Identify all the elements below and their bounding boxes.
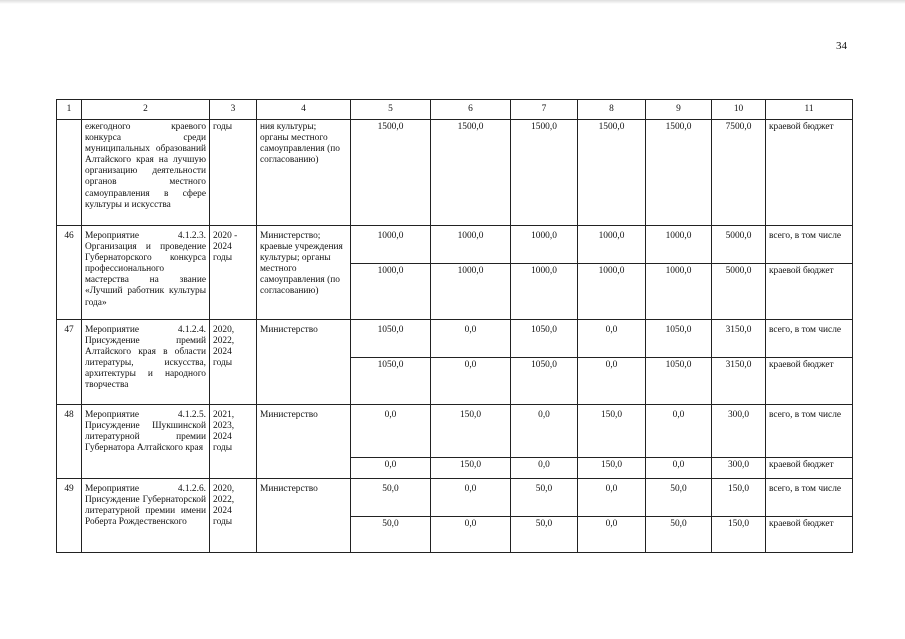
value-cell: 50,0 bbox=[511, 479, 578, 517]
value-cell: 0,0 bbox=[431, 320, 511, 358]
value-cell: 1050,0 bbox=[511, 358, 578, 405]
event-name: ежегодного краевого конкурса среди муниципальных образований Алтайского края на лучшую организацию деятельности органов местного самоуправления в сфере культуры и искусства bbox=[82, 120, 210, 226]
total-cell: 5000,0 bbox=[712, 226, 766, 264]
event-years: 2020 - 2024 годы bbox=[210, 226, 257, 320]
value-cell: 0,0 bbox=[646, 405, 712, 458]
value-cell: 1000,0 bbox=[511, 264, 578, 320]
value-cell: 0,0 bbox=[431, 517, 511, 553]
table-row bbox=[57, 120, 853, 226]
value-cell: 1050,0 bbox=[511, 320, 578, 358]
column-header: 3 bbox=[210, 100, 257, 120]
value-cell: 50,0 bbox=[351, 479, 431, 517]
value-cell: 1500,0 bbox=[646, 120, 712, 226]
value-cell: 0,0 bbox=[511, 405, 578, 458]
total-cell: 150,0 bbox=[712, 517, 766, 553]
funding-source: краевой бюджет bbox=[766, 517, 853, 553]
row-number: 48 bbox=[57, 405, 82, 479]
value-cell: 0,0 bbox=[646, 458, 712, 479]
row-number bbox=[57, 120, 82, 226]
total-cell: 7500,0 bbox=[712, 120, 766, 226]
value-cell: 50,0 bbox=[351, 517, 431, 553]
column-header: 2 bbox=[82, 100, 210, 120]
funding-source: краевой бюджет bbox=[766, 458, 853, 479]
value-cell: 0,0 bbox=[511, 458, 578, 479]
row-number: 49 bbox=[57, 479, 82, 553]
value-cell: 150,0 bbox=[578, 405, 646, 458]
column-header: 8 bbox=[578, 100, 646, 120]
value-cell: 0,0 bbox=[578, 320, 646, 358]
value-cell: 1500,0 bbox=[351, 120, 431, 226]
total-cell: 3150,0 bbox=[712, 358, 766, 405]
event-years: 2020, 2022, 2024 годы bbox=[210, 479, 257, 553]
event-name: Мероприятие 4.1.2.3. Организация и проведение Губернаторского конкурса профессионального мастерства на звание «Лучший работник культуры года» bbox=[82, 226, 210, 320]
value-cell: 1050,0 bbox=[351, 358, 431, 405]
value-cell: 1000,0 bbox=[578, 226, 646, 264]
funding-source: всего, в том числе bbox=[766, 226, 853, 264]
value-cell: 1050,0 bbox=[351, 320, 431, 358]
value-cell: 1000,0 bbox=[578, 264, 646, 320]
value-cell: 1000,0 bbox=[431, 264, 511, 320]
value-cell: 1050,0 bbox=[646, 358, 712, 405]
value-cell: 0,0 bbox=[578, 479, 646, 517]
value-cell: 150,0 bbox=[578, 458, 646, 479]
value-cell: 1000,0 bbox=[646, 264, 712, 320]
value-cell: 1000,0 bbox=[351, 226, 431, 264]
total-cell: 3150,0 bbox=[712, 320, 766, 358]
event-responsible: Министерство bbox=[257, 479, 351, 553]
total-cell: 5000,0 bbox=[712, 264, 766, 320]
value-cell: 1500,0 bbox=[511, 120, 578, 226]
value-cell: 1000,0 bbox=[646, 226, 712, 264]
value-cell: 0,0 bbox=[578, 358, 646, 405]
value-cell: 50,0 bbox=[511, 517, 578, 553]
total-cell: 300,0 bbox=[712, 405, 766, 458]
event-responsible: Министерство bbox=[257, 405, 351, 479]
funding-source: всего, в том числе bbox=[766, 320, 853, 358]
row-number: 46 bbox=[57, 226, 82, 320]
value-cell: 150,0 bbox=[431, 458, 511, 479]
value-cell: 1050,0 bbox=[646, 320, 712, 358]
total-cell: 300,0 bbox=[712, 458, 766, 479]
table-row bbox=[57, 226, 853, 264]
value-cell: 150,0 bbox=[431, 405, 511, 458]
event-responsible: Министерство; краевые учреждения культуры; органы местного самоуправления (по согласованию) bbox=[257, 226, 351, 320]
row-number: 47 bbox=[57, 320, 82, 405]
value-cell: 1500,0 bbox=[431, 120, 511, 226]
column-header: 7 bbox=[511, 100, 578, 120]
event-years: годы bbox=[210, 120, 257, 226]
table-row bbox=[57, 405, 853, 458]
event-name: Мероприятие 4.1.2.4. Присуждение премий Алтайского края в области литературы, искусства, архитектуры и народного творчества bbox=[82, 320, 210, 405]
value-cell: 1500,0 bbox=[578, 120, 646, 226]
column-header: 6 bbox=[431, 100, 511, 120]
column-header: 9 bbox=[646, 100, 712, 120]
value-cell: 0,0 bbox=[431, 358, 511, 405]
value-cell: 50,0 bbox=[646, 479, 712, 517]
value-cell: 0,0 bbox=[351, 458, 431, 479]
value-cell: 50,0 bbox=[646, 517, 712, 553]
event-name: Мероприятие 4.1.2.5. Присуждение Шукшинской литературной премии Губернатора Алтайского края bbox=[82, 405, 210, 479]
value-cell: 1000,0 bbox=[351, 264, 431, 320]
funding-source: всего, в том числе bbox=[766, 405, 853, 458]
column-header: 10 bbox=[712, 100, 766, 120]
value-cell: 1000,0 bbox=[431, 226, 511, 264]
column-header: 4 bbox=[257, 100, 351, 120]
funding-source: краевой бюджет bbox=[766, 358, 853, 405]
total-cell: 150,0 bbox=[712, 479, 766, 517]
column-header: 5 bbox=[351, 100, 431, 120]
column-header: 1 bbox=[57, 100, 82, 120]
table-row bbox=[57, 479, 853, 517]
event-responsible: ния культуры; органы местного самоуправления (по согласованию) bbox=[257, 120, 351, 226]
table-header-row bbox=[57, 100, 853, 120]
funding-source: краевой бюджет bbox=[766, 264, 853, 320]
scan-edge bbox=[0, 0, 905, 4]
column-header: 11 bbox=[766, 100, 853, 120]
table-row bbox=[57, 320, 853, 358]
page-number: 34 bbox=[836, 40, 847, 52]
value-cell: 0,0 bbox=[431, 479, 511, 517]
value-cell: 0,0 bbox=[351, 405, 431, 458]
event-years: 2021, 2023, 2024 годы bbox=[210, 405, 257, 479]
value-cell: 0,0 bbox=[578, 517, 646, 553]
value-cell: 1000,0 bbox=[511, 226, 578, 264]
funding-source: краевой бюджет bbox=[766, 120, 853, 226]
event-years: 2020, 2022, 2024 годы bbox=[210, 320, 257, 405]
event-responsible: Министерство bbox=[257, 320, 351, 405]
program-table bbox=[56, 99, 853, 553]
funding-source: всего, в том числе bbox=[766, 479, 853, 517]
event-name: Мероприятие 4.1.2.6. Присуждение Губернаторской литературной премии имени Роберта Рождественского bbox=[82, 479, 210, 553]
